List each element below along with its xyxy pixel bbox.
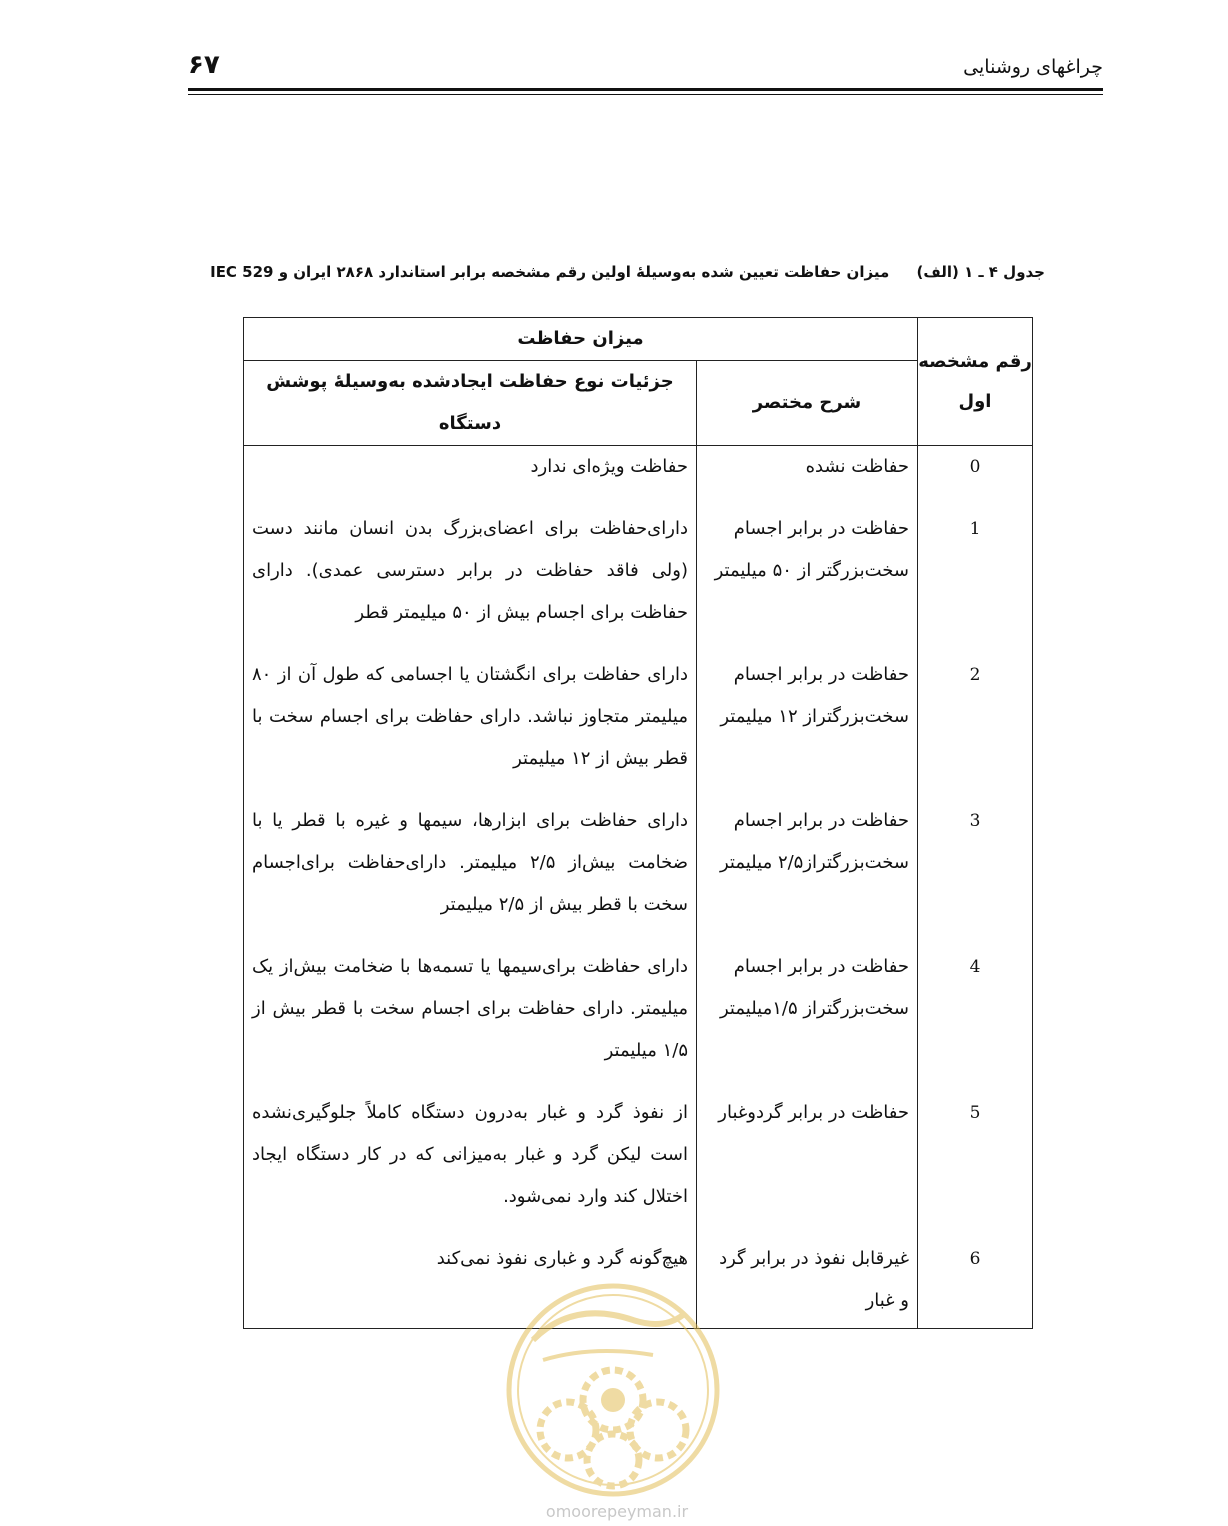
cell-detail: دارای حفاظت برای‌سیمها یا تسمه‌ها با ضخامت بیش‌از یک میلیمتر. دارای حفاظت برای اجسام سخت با قطر بیش از ۱/۵ میلیمتر: [244, 946, 697, 1092]
cell-short: حفاظت در برابر اجسام سخت‌بزرگتراز ۱/۵میلیمتر: [697, 946, 918, 1092]
cell-short: حفاظت در برابر اجسام سخت‌بزرگتراز۲/۵ میلیمتر: [697, 800, 918, 946]
table-caption-text: میزان حفاظت تعیین شده به‌وسیلهٔ اولین رقم مشخصه برابر استاندارد ۲۸۶۸ ایران و IEC 529: [210, 263, 890, 281]
table-row: [244, 654, 1033, 800]
header-rule-thick: [188, 88, 1103, 91]
cell-detail: دارای‌حفاظت برای اعضای‌بزرگ بدن انسان مانند دست (ولی فاقد حفاظت در برابر دسترسی عمدی). دارای حفاظت برای اجسام بیش از ۵۰ میلیمتر قطر: [244, 508, 697, 654]
cell-detail: حفاظت ویژه‌ای ندارد: [244, 446, 697, 509]
cell-short: غیرقابل نفوذ در برابر گرد و غبار: [697, 1238, 918, 1329]
cell-digit: 6: [918, 1238, 1033, 1329]
running-title: چراغهای روشنایی: [963, 56, 1103, 78]
cell-short: حفاظت در برابر اجسام سخت‌بزرگتراز ۱۲ میلیمتر: [697, 654, 918, 800]
cell-detail: دارای حفاظت برای ابزارها، سیمها و غیره با قطر یا با ضخامت بیش‌از ۲/۵ میلیمتر. دارای‌حفاظت برای‌اجسام سخت با قطر بیش از ۲/۵ میلیمتر: [244, 800, 697, 946]
cell-digit: 2: [918, 654, 1033, 800]
cell-detail: هیچ‌گونه گرد و غباری نفوذ نمی‌کند: [244, 1238, 697, 1329]
table-caption: [210, 263, 1045, 281]
table-row: [244, 800, 1033, 946]
header-protection-group: میزان حفاظت: [244, 318, 918, 361]
header-rule-thin: [188, 94, 1103, 95]
watermark-logo: [493, 1280, 733, 1510]
cell-digit: 3: [918, 800, 1033, 946]
table-caption-label: جدول ۴ ـ ۱ (الف): [916, 263, 1045, 281]
protection-table: [243, 317, 1033, 1329]
cell-short: حفاظت نشده: [697, 446, 918, 509]
header-detail: جزئیات نوع حفاظت ایجادشده به‌وسیلهٔ پوشش دستگاه: [244, 361, 697, 446]
page-header: [188, 48, 1103, 92]
table-row: [244, 946, 1033, 1092]
header-digit: رقم مشخصه اول: [918, 318, 1033, 446]
header-short: شرح مختصر: [697, 361, 918, 446]
cell-digit: 5: [918, 1092, 1033, 1238]
table-row: [244, 508, 1033, 654]
page-number: ۶۷: [188, 50, 220, 80]
cell-short: حفاظت در برابر گردوغبار: [697, 1092, 918, 1238]
cell-digit: 0: [918, 446, 1033, 509]
watermark-url: omoorepeyman.ir: [545, 1502, 689, 1521]
cell-digit: 4: [918, 946, 1033, 1092]
cell-digit: 1: [918, 508, 1033, 654]
cell-detail: دارای حفاظت برای انگشتان یا اجسامی که طول آن از ۸۰ میلیمتر متجاوز نباشد. دارای حفاظت برای اجسام سخت با قطر بیش از ۱۲ میلیمتر: [244, 654, 697, 800]
table-row: [244, 446, 1033, 509]
cell-detail: از نفوذ گرد و غبار به‌درون دستگاه کاملاً جلوگیری‌نشده است لیکن گرد و غبار به‌میزانی که در کار دستگاه ایجاد اختلال کند وارد نمی‌شود.: [244, 1092, 697, 1238]
cell-short: حفاظت در برابر اجسام سخت‌بزرگتر از ۵۰ میلیمتر: [697, 508, 918, 654]
table-row: [244, 1092, 1033, 1238]
